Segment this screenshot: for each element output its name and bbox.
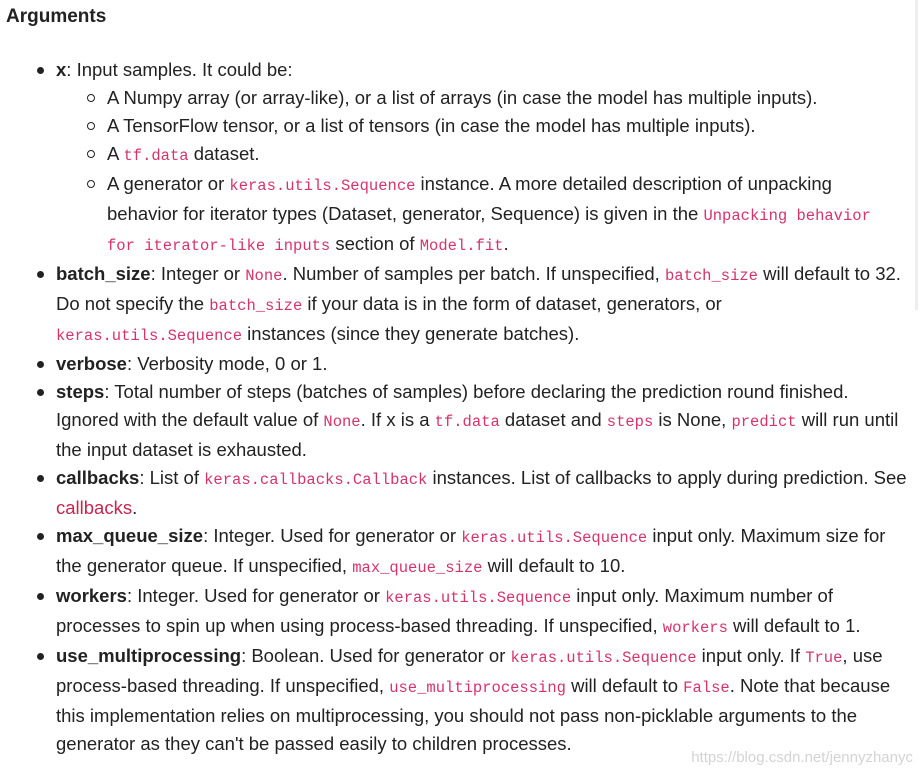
- inline-code: False: [683, 679, 730, 697]
- argument-item: [56, 350, 908, 378]
- text-segment: , use process-based threading. If unspecified,: [56, 645, 883, 696]
- inline-code: tf.data: [123, 147, 189, 165]
- text-segment: A TensorFlow tensor, or a list of tensors (in case the model has multiple inputs).: [107, 115, 756, 136]
- argument-item: [56, 378, 908, 464]
- text-segment: input only. Maximum size for the generator queue. If unspecified,: [56, 525, 886, 576]
- sub-item: [107, 84, 908, 112]
- text-segment: instances. List of callbacks to apply during prediction. See: [427, 467, 907, 488]
- text-segment: . Note that because this implementation relies on multiprocessing, you should not pass non-picklable arguments to the generator as they can't be passed easily to children processes.: [56, 675, 891, 754]
- callbacks-link[interactable]: callbacks: [56, 497, 133, 518]
- inline-code: workers: [662, 619, 728, 637]
- argument-name: steps: [56, 381, 105, 402]
- inline-code: keras.utils.Sequence: [461, 529, 648, 547]
- argument-name: use_multiprocessing: [56, 645, 242, 666]
- text-segment: will default to 1.: [727, 615, 861, 636]
- arguments-list: [0, 56, 908, 758]
- argument-name: x: [56, 59, 67, 80]
- inline-code: None: [323, 413, 361, 431]
- text-segment: : Input samples. It could be:: [66, 59, 293, 80]
- scrollbar[interactable]: [915, 0, 918, 310]
- inline-code: max_queue_size: [352, 559, 483, 577]
- inline-code: True: [805, 649, 843, 667]
- text-segment: instance. A more detailed description of unpacking behavior for iterator types (Dataset, generator, Sequence) is given in the: [107, 173, 832, 224]
- argument-name: batch_size: [56, 263, 151, 284]
- watermark: https://blog.csdn.net/jennyzhanyc: [691, 749, 913, 766]
- text-segment: dataset and: [499, 409, 607, 430]
- text-segment: .: [132, 497, 138, 518]
- text-segment: : Integer or: [150, 263, 246, 284]
- sub-list: [56, 84, 908, 260]
- argument-name: verbose: [56, 353, 127, 374]
- text-segment: . If x is a: [360, 409, 435, 430]
- text-segment: A generator or: [107, 173, 230, 194]
- argument-name: max_queue_size: [56, 525, 204, 546]
- text-segment: : List of: [139, 467, 205, 488]
- argument-name: callbacks: [56, 467, 140, 488]
- text-segment: : Integer. Used for generator or: [203, 525, 462, 546]
- inline-code: use_multiprocessing: [389, 679, 566, 697]
- text-segment: input only. Maximum number of processes to spin up when using process-based threading. If unspecified,: [56, 585, 833, 636]
- text-segment: .: [503, 233, 509, 254]
- argument-item: [56, 56, 908, 260]
- argument-name: workers: [56, 585, 127, 606]
- text-segment: A: [107, 143, 124, 164]
- inline-code: Model.fit: [419, 237, 504, 255]
- text-segment: is None,: [653, 409, 732, 430]
- inline-code: keras.utils.Sequence: [385, 589, 572, 607]
- argument-item: [56, 582, 908, 642]
- inline-code: keras.utils.Sequence: [229, 177, 416, 195]
- inline-code: batch_size: [664, 267, 758, 285]
- text-segment: will run until the input dataset is exhausted.: [56, 409, 899, 460]
- inline-code: None: [245, 267, 283, 285]
- inline-code: predict: [731, 413, 797, 431]
- sub-item: [107, 112, 908, 140]
- inline-code: keras.utils.Sequence: [56, 327, 243, 345]
- text-segment: : Boolean. Used for generator or: [241, 645, 511, 666]
- inline-code: tf.data: [434, 413, 500, 431]
- argument-item: [56, 260, 908, 350]
- argument-item: [56, 522, 908, 582]
- text-segment: will default to 10.: [482, 555, 626, 576]
- inline-code: Unpacking behavior for iterator-like inputs: [107, 207, 871, 255]
- text-segment: if your data is in the form of dataset, generators, or: [302, 293, 722, 314]
- text-segment: dataset.: [188, 143, 260, 164]
- argument-item: [56, 642, 908, 758]
- text-segment: . Number of samples per batch. If unspecified,: [282, 263, 665, 284]
- inline-code: steps: [606, 413, 654, 431]
- text-segment: section of: [330, 233, 420, 254]
- text-segment: : Total number of steps (batches of samples) before declaring the prediction round finished. Ignored with the default value of: [56, 381, 849, 430]
- inline-code: keras.callbacks.Callback: [204, 471, 428, 489]
- sub-item: [107, 140, 908, 170]
- inline-code: keras.utils.Sequence: [510, 649, 697, 667]
- text-segment: will default to: [565, 675, 684, 696]
- text-segment: : Verbosity mode, 0 or 1.: [126, 353, 328, 374]
- section-heading: Arguments: [6, 6, 107, 27]
- text-segment: input only. If: [696, 645, 806, 666]
- text-segment: will default to 32. Do not specify the: [56, 263, 901, 314]
- text-segment: instances (since they generate batches).: [242, 323, 580, 344]
- inline-code: batch_size: [209, 297, 303, 315]
- text-segment: A Numpy array (or array-like), or a list of arrays (in case the model has multiple inputs).: [107, 87, 818, 108]
- text-segment: : Integer. Used for generator or: [126, 585, 386, 606]
- argument-item: [56, 464, 908, 522]
- sub-item: [107, 170, 908, 260]
